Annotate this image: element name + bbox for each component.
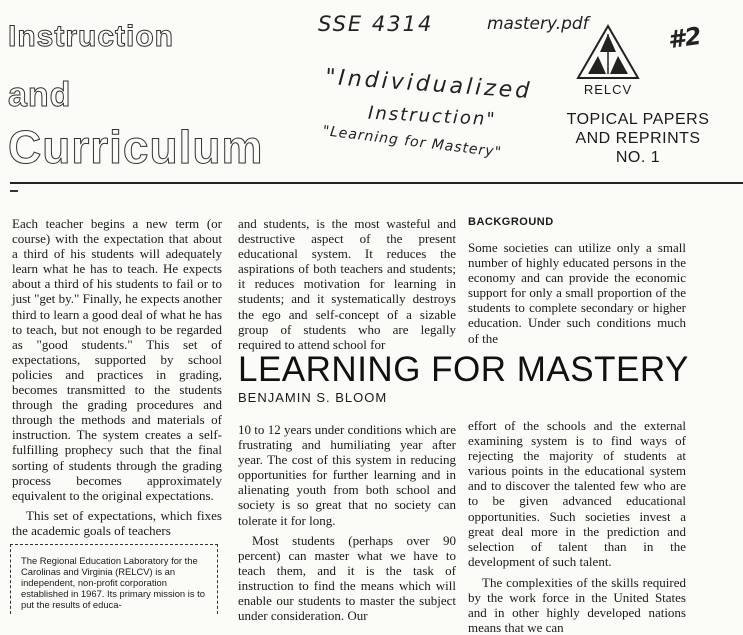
handwritten-note-2: Instruction" xyxy=(367,102,498,131)
masthead-line-2: and xyxy=(8,76,72,114)
col2-bottom-paragraph-2: Most students (perhaps over 90 percent) can master what we have to teach them, and it is the task of instruction to find the means which will enable our students to master the subject under consideration. Our xyxy=(238,532,456,624)
col1-paragraph-2: This set of expectations, which fixes the academic goals of teachers xyxy=(12,507,222,538)
col3-bottom-paragraph-2: The complexities of the skills required by the work force in the United States and in other highly developed nations means that we can xyxy=(468,574,686,635)
col1-paragraph-1: Each teacher begins a new term (or course) with the expectation that about a third of his students will adequately learn what he has to teach. He expects about a third of his students to fail or to just "get by." Finally, he expects another third to learn a good deal of what he has to teach, but not enough to be regarded as "good students." This set of expectations, supported by school policies and practices in grading, becomes transmitted to the students through the grading procedures and through the methods and materials of instruction. The system creates a self-fulfilling prophecy such that the final sorting of students through the grading process becomes approximately equivalent to the original expectations. xyxy=(12,216,222,503)
handwritten-number: #2 xyxy=(666,21,704,55)
article-author: BENJAMIN S. BLOOM xyxy=(238,390,388,405)
masthead-line-3: Curriculum xyxy=(8,121,264,173)
section-heading-background: BACKGROUND xyxy=(468,216,554,228)
handwritten-course-code: SSE 4314 xyxy=(318,12,434,36)
logo-name: RELCV xyxy=(583,82,633,97)
column-2-bottom xyxy=(238,422,456,623)
relcv-triangle-logo-icon xyxy=(576,24,640,80)
info-box-text: The Regional Education Laboratory for the Carolinas and Virginia (RELCV) is an independent, non-profit corporation established in 1967. Its primary mission is to put the results of educa- xyxy=(21,555,205,610)
relcv-info-box xyxy=(10,544,218,614)
series-line-3: NO. 1 xyxy=(615,149,661,166)
masthead-line-1: Instruction xyxy=(8,20,174,53)
margin-mark xyxy=(10,190,18,192)
column-1 xyxy=(12,216,222,538)
handwritten-note-3: "Learning for Mastery" xyxy=(321,123,503,161)
article-title: LEARNING FOR MASTERY xyxy=(238,350,689,389)
col2-top-paragraph: and students, is the most wasteful and destructive aspect of the present educational system. It reduces the aspirations of both teachers and students; it reduces motivation for learning in students; and it systematically destroys the ego and self-concept of a sizable group of students who are legally required to attend school for xyxy=(238,216,456,352)
series-line-1: TOPICAL PAPERS xyxy=(566,111,710,128)
col3-top-paragraph: Some societies can utilize only a small number of highly educated persons in the economy and can provide the economic support for only a small proportion of the students to complete secondary or higher education. Under such conditions much of the xyxy=(468,240,686,346)
handwritten-filename: mastery.pdf xyxy=(487,14,589,34)
col3-bottom-paragraph-1: effort of the schools and the external examining system is to find ways of rejecting the majority of students at various points in the educational system and to discover the talented few who are to be given advanced educational opportunities. Such societies invest a great deal more in the prediction and selection of talent than in the development of such talent. xyxy=(468,418,686,569)
column-3-bottom xyxy=(468,418,686,635)
series-line-2: AND REPRINTS xyxy=(575,130,701,147)
column-2-top xyxy=(238,216,456,352)
handwritten-note-1: "Individualized xyxy=(324,64,534,105)
col2-bottom-paragraph-1: 10 to 12 years under conditions which are frustrating and humiliating year after year. The cost of this system in reducing opportunities for further learning and in alienating youth from both school and society is so great that no society can tolerate it for long. xyxy=(238,422,456,528)
header-rule xyxy=(10,182,743,184)
series-title xyxy=(538,110,738,167)
column-3-top xyxy=(468,240,686,346)
